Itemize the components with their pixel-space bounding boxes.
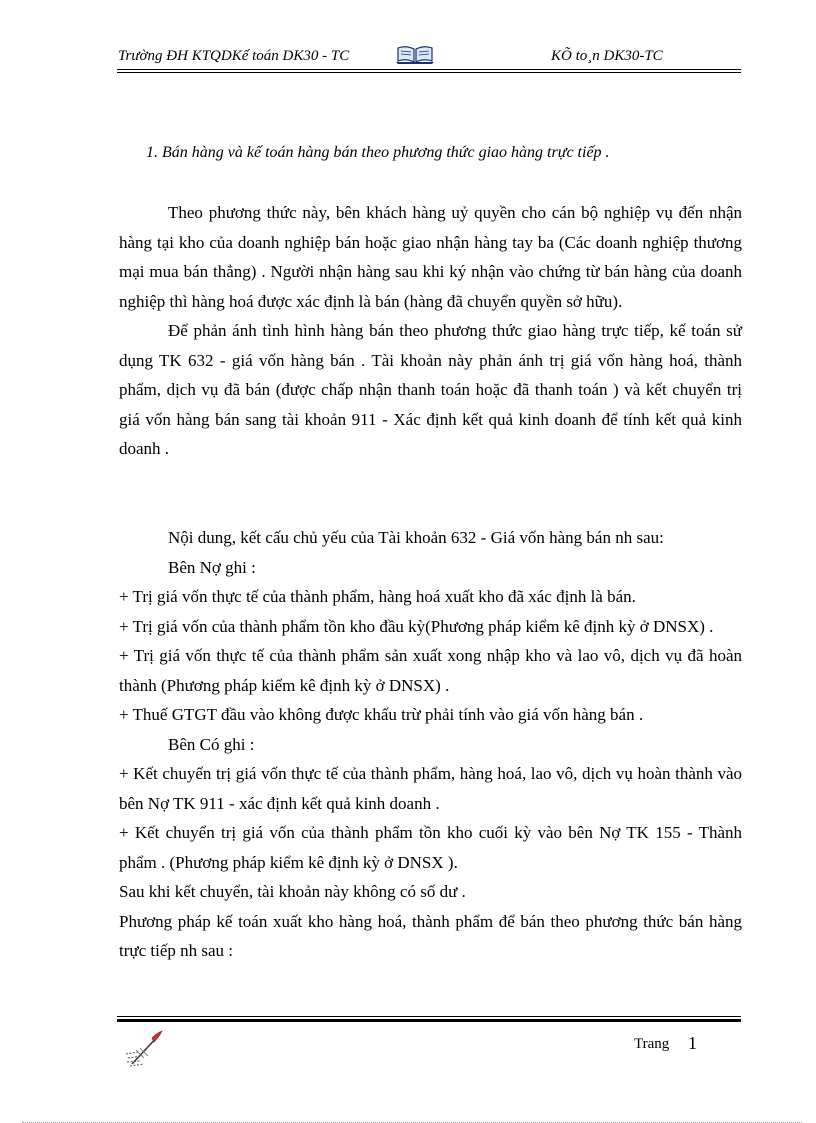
paragraph-block-2	[119, 523, 742, 966]
credit-item: + Kết chuyển trị giá vốn thực tế của thành phẩm, hàng hoá, lao vô, dịch vụ hoàn thành vào bên Nợ TK 911 - xác định kết quả kinh doanh .	[119, 764, 742, 813]
paragraph-block-1	[119, 198, 742, 464]
paragraph-method-description: Theo phương thức này, bên khách hàng uỷ quyền cho cán bộ nghiệp vụ đến nhận hàng tại kho của doanh nghiệp bán hoặc giao nhận hàng tay ba (Các doanh nghiệp thương mại mua bán thẳng) . Người nhận hàng sau khi ký nhận vào chứng từ bán hàng của doanh nghiệp thì hàng hoá được xác định là bán (hàng đã chuyển quyền sở hữu).	[119, 203, 742, 311]
quill-icon	[122, 1028, 166, 1070]
debit-item: + Trị giá vốn thực tế của thành phẩm, hàng hoá xuất kho đã xác định là bán.	[119, 587, 636, 606]
method-intro: Phương pháp kế toán xuất kho hàng hoá, thành phẩm để bán theo phương thức bán hàng trực tiếp nh sau :	[119, 911, 742, 960]
paragraph-account-632: Để phản ánh tình hình hàng bán theo phương thức giao hàng trực tiếp, kế toán sử dụng TK 632 - giá vốn hàng bán . Tài khoản này phản ánh trị giá vốn hàng hoá, thành phẩm, dịch vụ đã bán (được chấp nhận thanh toán hoặc đã thanh toán ) và kết chuyển trị giá vốn hàng bán sang tài khoản 911 - Xác định kết quả kinh doanh để tính kết quả kinh doanh .	[119, 321, 742, 458]
header-left-text: Trường ĐH KTQDKế toán DK30 - TC	[118, 48, 350, 64]
credit-item: + Kết chuyển trị giá vốn của thành phẩm tồn kho cuối kỳ vào bên Nợ TK 155 - Thành phẩm . (Phương pháp kiểm kê định kỳ ở DNSX ).	[119, 823, 742, 872]
credit-side-title: Bên Có ghi :	[168, 734, 255, 754]
debit-side-title: Bên Nợ ghi :	[168, 557, 256, 577]
footer-rule-thick	[117, 1019, 741, 1022]
page-number: 1	[688, 1033, 697, 1053]
book-icon	[395, 43, 435, 65]
section-heading: 1. Bán hàng và kế toán hàng bán theo phương thức giao hàng trực tiếp .	[146, 144, 610, 161]
paragraph-structure-intro: Nội dung, kết cấu chủ yếu của Tài khoản 632 - Giá vốn hàng bán nh sau:	[168, 528, 664, 547]
header-right-text: KÕ to¸n DK30-TC	[551, 48, 663, 64]
debit-item: + Trị giá vốn của thành phẩm tồn kho đầu kỳ(Phương pháp kiểm kê định kỳ ở DNSX) .	[119, 616, 714, 636]
header-rule-secondary	[117, 72, 741, 73]
footer-rule	[117, 1016, 741, 1017]
page-label: Trang	[634, 1036, 670, 1052]
debit-item: + Thuế GTGT đầu vào không được khấu trừ phải tính vào giá vốn hàng bán .	[119, 705, 644, 724]
no-balance-note: Sau khi kết chuyển, tài khoản này không có số dư .	[119, 882, 466, 901]
debit-item: + Trị giá vốn thực tế của thành phẩm sản xuất xong nhập kho và lao vô, dịch vụ đã hoàn thành (Phương pháp kiểm kê định kỳ ở DNSX) .	[119, 646, 742, 695]
header-rule	[117, 69, 741, 70]
